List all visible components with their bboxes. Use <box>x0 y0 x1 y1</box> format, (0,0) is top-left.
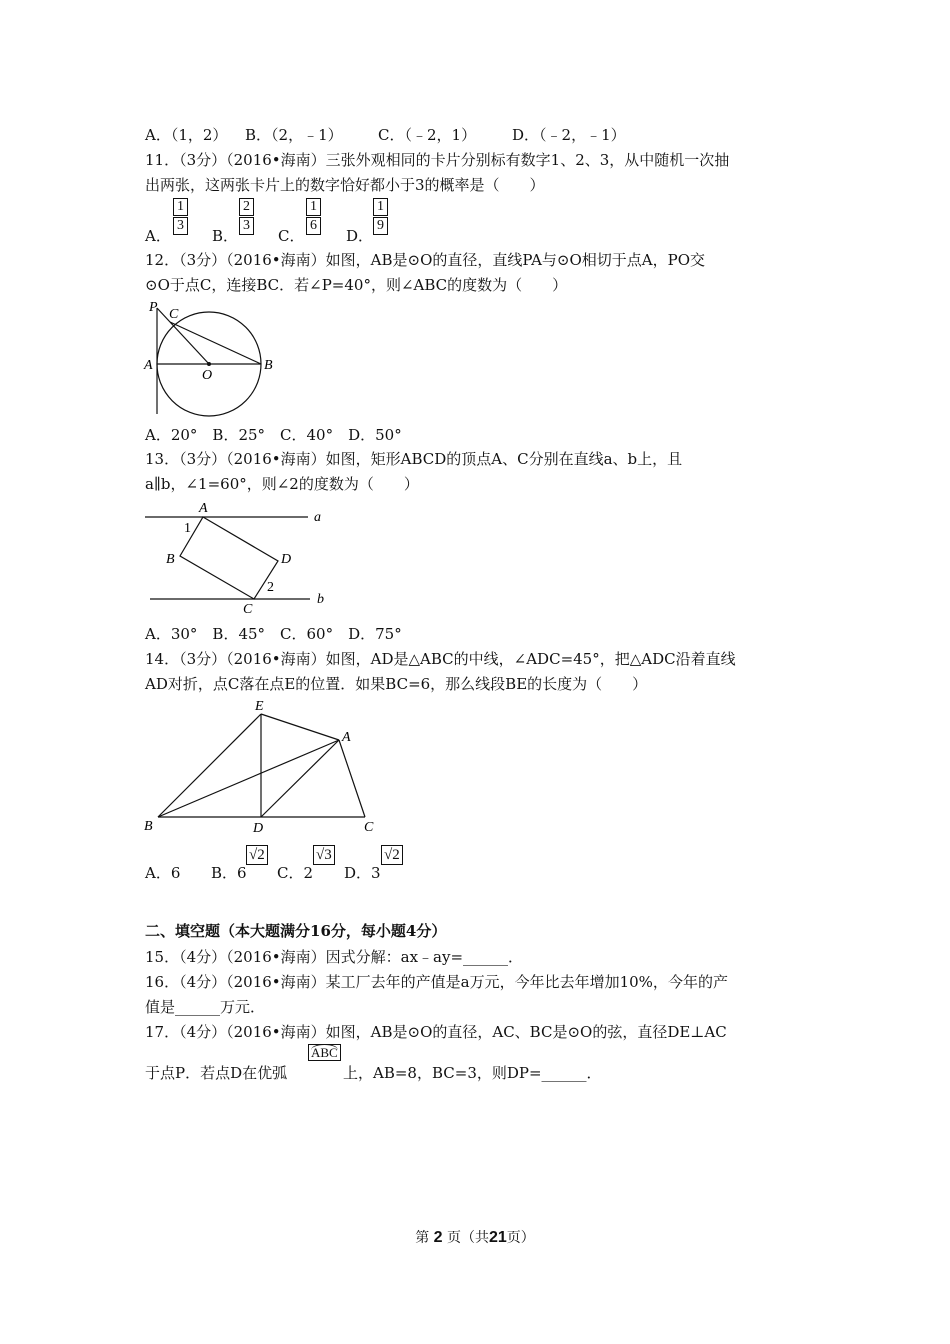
q14-option-d: D．3 <box>344 864 381 882</box>
q14-label-e: E <box>255 699 264 714</box>
q11-option-a-fraction: $\frac{1}{3}$ <box>173 198 188 236</box>
q13-rectangle-figure <box>140 498 340 618</box>
q11-option-c-fraction: $\frac{1}{6}$ <box>306 198 321 236</box>
q16-line1: 16．（4分）（2016•海南）某工厂去年的产值是a万元，今年比去年增加10%，今年的产 <box>145 973 728 991</box>
q13-label-b-line: b <box>317 592 324 607</box>
q14-label-c: C <box>364 820 374 835</box>
q14-option-c: C．2 <box>277 864 314 882</box>
q12-line2: ⊙O于点C，连接BC．若∠P=40°，则∠ABC的度数为（ ） <box>145 276 568 294</box>
q11-option-b-fraction: $\frac{2}{3}$ <box>239 198 254 236</box>
page-total: 21 <box>489 1229 507 1246</box>
q13-label-b: B <box>166 552 175 567</box>
q12-line1: 12．（3分）（2016•海南）如图，AB是⊙O的直径，直线PA与⊙O相切于点A，PO交 <box>145 251 706 269</box>
q11-line1: 11．（3分）（2016•海南）三张外观相同的卡片分别标有数字1、2、3，从中随机一次抽 <box>145 151 730 169</box>
q10-options <box>145 126 626 144</box>
q10-option-c: C．（﹣2，1） <box>378 126 477 144</box>
q15-line: 15．（4分）（2016•海南）因式分解：ax﹣ay=______． <box>145 948 524 966</box>
q11-option-d-fraction: $\frac{1}{9}$ <box>373 198 388 236</box>
q14-label-b: B <box>144 819 153 834</box>
q14-line1: 14．（3分）（2016•海南）如图，AD是△ABC的中线，∠ADC=45°，把△ADC沿着直线 <box>145 650 736 668</box>
q17-line2a: 于点P．若点D在优弧 <box>145 1064 288 1082</box>
q12-label-b: B <box>264 358 273 373</box>
q12-label-c: C <box>169 307 179 322</box>
q17-arc-abc: ABC <box>308 1044 341 1061</box>
q12-label-a: A <box>144 358 153 373</box>
q14-radical-c: √3 <box>313 845 335 865</box>
q11-option-a-label: A． <box>145 227 171 245</box>
q13-line1: 13．（3分）（2016•海南）如图，矩形ABCD的顶点A、C分别在直线a、b上，且 <box>145 450 683 468</box>
q10-option-a: A．（1，2） <box>145 126 228 144</box>
q11-option-c-label: C． <box>278 227 305 245</box>
q13-label-a-line: a <box>314 510 321 525</box>
q14-option-a: A．6 <box>145 864 181 882</box>
page-number: 2 <box>433 1229 443 1246</box>
q13-label-1: 1 <box>184 521 191 536</box>
q13-label-a: A <box>199 501 208 516</box>
q12-label-p: P <box>149 300 158 315</box>
q11-option-d-label: D． <box>346 227 374 245</box>
q10-option-b: B．（2，﹣1） <box>245 126 343 144</box>
q17-line1: 17．（4分）（2016•海南）如图，AB是⊙O的直径，AC、BC是⊙O的弦，直径DE⊥AC <box>145 1023 727 1041</box>
q11-option-b-label: B． <box>212 227 239 245</box>
q12-options: A．20° B．25° C．40° D．50° <box>145 426 402 444</box>
q11-line2: 出两张，这两张卡片上的数字恰好都小于3的概率是（ ） <box>145 176 545 194</box>
q13-options: A．30° B．45° C．60° D．75° <box>145 625 402 643</box>
q13-label-d: D <box>281 552 292 567</box>
q10-option-d: D．（﹣2，﹣1） <box>512 126 626 144</box>
q14-line2: AD对折，点C落在点E的位置．如果BC=6，那么线段BE的长度为（ ） <box>145 675 648 693</box>
q13-label-2: 2 <box>267 580 274 595</box>
q13-label-c: C <box>243 602 253 617</box>
page-footer: 第 2 页（共21页） <box>415 1229 535 1246</box>
q13-line2: a∥b，∠1=60°，则∠2的度数为（ ） <box>145 475 419 493</box>
q12-label-o: O <box>202 368 213 383</box>
q14-radical-d: √2 <box>381 845 403 865</box>
q14-option-b: B．6 <box>211 864 247 882</box>
q14-radical-b: √2 <box>246 845 268 865</box>
q12-circle-figure <box>140 296 280 420</box>
q17-line2b: 上，AB=8，BC=3，则DP=______． <box>343 1064 602 1082</box>
q14-label-a: A <box>342 730 351 745</box>
q14-label-d: D <box>253 821 264 836</box>
section-title-fill-in: 二、填空题（本大题满分16分，每小题4分） <box>145 922 447 940</box>
q16-line2: 值是______万元． <box>145 998 266 1016</box>
q14-triangle-figure <box>140 696 390 838</box>
